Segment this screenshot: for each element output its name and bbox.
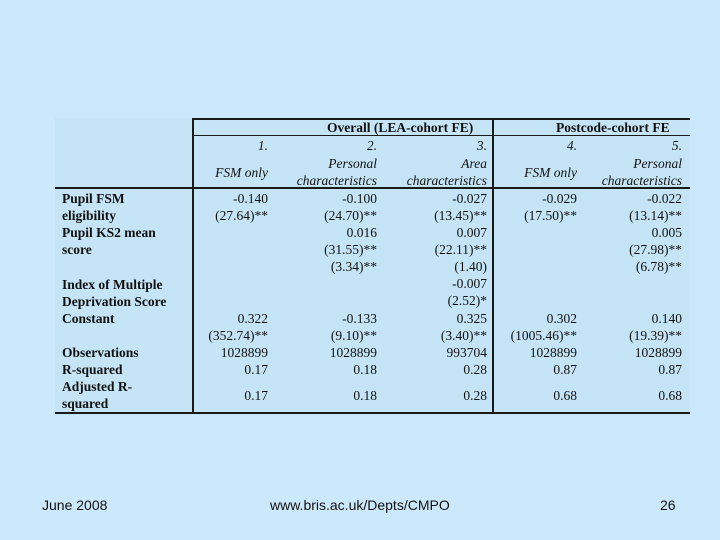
footer-url: www.bris.ac.uk/Depts/CMPO (270, 497, 450, 513)
table-cell: -0.029 (542, 191, 577, 206)
table-cell: 0.302 (546, 311, 577, 326)
table-cell: 1028899 (634, 345, 682, 360)
table-cell: -0.100 (342, 191, 377, 206)
table-cell: (27.98)** (629, 242, 682, 257)
column-header-line: characteristics (406, 173, 487, 188)
table-cell: 0.007 (456, 225, 487, 240)
table-cell: (31.55)** (324, 242, 377, 257)
group-header-postcode: Postcode-cohort FE (556, 120, 670, 135)
table-cell: 993704 (446, 345, 487, 360)
column-number: 1. (257, 138, 268, 153)
row-label: Pupil KS2 mean (62, 225, 156, 240)
row-label: Observations (62, 345, 139, 360)
table-cell: -0.007 (452, 276, 487, 291)
column-header-line: FSM only (215, 165, 268, 180)
table-cell: (6.78)** (635, 259, 682, 274)
table-cell: 1028899 (220, 345, 268, 360)
table-cell: 0.87 (658, 362, 682, 377)
table-cell: 0.17 (244, 362, 268, 377)
label-column-rule (192, 118, 194, 414)
table-cell: 0.28 (463, 362, 487, 377)
table-cell: 0.17 (244, 388, 268, 403)
bottom-rule (55, 412, 690, 414)
row-label: squared (62, 396, 109, 411)
table-cell: (17.50)** (524, 208, 577, 223)
table-cell: (1005.46)** (510, 328, 577, 343)
row-label: score (62, 242, 92, 257)
group-header-overall: Overall (LEA-cohort FE) (327, 120, 474, 135)
table-cell: (27.64)** (215, 208, 268, 223)
row-label: Index of Multiple (62, 277, 163, 292)
table-cell: (352.74)** (208, 328, 268, 343)
table-cell: (13.45)** (434, 208, 487, 223)
column-header-line: characteristics (296, 173, 377, 188)
table-cell: -0.022 (647, 191, 682, 206)
table-cell: (3.40)** (440, 328, 487, 343)
column-header-line: Personal (328, 156, 377, 171)
row-label: Constant (62, 311, 115, 326)
table-cell: (13.14)** (629, 208, 682, 223)
table-cell: (1.40) (454, 259, 487, 274)
footer-date: June 2008 (42, 497, 108, 513)
table-cell: (22.11)** (434, 242, 487, 257)
row-label: eligibility (62, 208, 116, 223)
row-label: Deprivation Score (62, 294, 167, 309)
row-label: Pupil FSM (62, 191, 125, 206)
table-cell: 0.005 (651, 225, 682, 240)
column-number: 3. (476, 138, 487, 153)
column-header-line: characteristics (601, 173, 682, 188)
table-cell: 0.87 (553, 362, 577, 377)
table-cell: (24.70)** (324, 208, 377, 223)
table-cell: (19.39)** (629, 328, 682, 343)
table-cell: -0.140 (233, 191, 268, 206)
column-number: 2. (366, 138, 377, 153)
row-label: R-squared (62, 362, 123, 377)
table-cell: 1028899 (329, 345, 377, 360)
table-cell: 0.68 (553, 388, 577, 403)
table-cell: 0.016 (346, 225, 377, 240)
column-header-line: Personal (633, 156, 682, 171)
table-cell: (2.52)* (447, 293, 487, 308)
column-number: 4. (566, 138, 577, 153)
table-cell: 0.68 (658, 388, 682, 403)
slide-number: 26 (660, 497, 676, 513)
table-cell: 1028899 (529, 345, 577, 360)
table-cell: 0.325 (456, 311, 487, 326)
group-divider-rule (492, 118, 494, 414)
table-cell: 0.140 (651, 311, 682, 326)
column-header-line: FSM only (524, 165, 577, 180)
table-cell: (3.34)** (330, 259, 377, 274)
table-cell: (9.10)** (330, 328, 377, 343)
table-cell: 0.18 (353, 362, 377, 377)
column-number: 5. (671, 138, 682, 153)
table-cell: 0.28 (463, 388, 487, 403)
column-header-line: Area (461, 156, 487, 171)
table-cell: 0.322 (237, 311, 268, 326)
table-cell: -0.027 (452, 191, 487, 206)
table-cell: 0.18 (353, 388, 377, 403)
table-cell: -0.133 (342, 311, 377, 326)
row-label: Adjusted R- (62, 379, 133, 394)
